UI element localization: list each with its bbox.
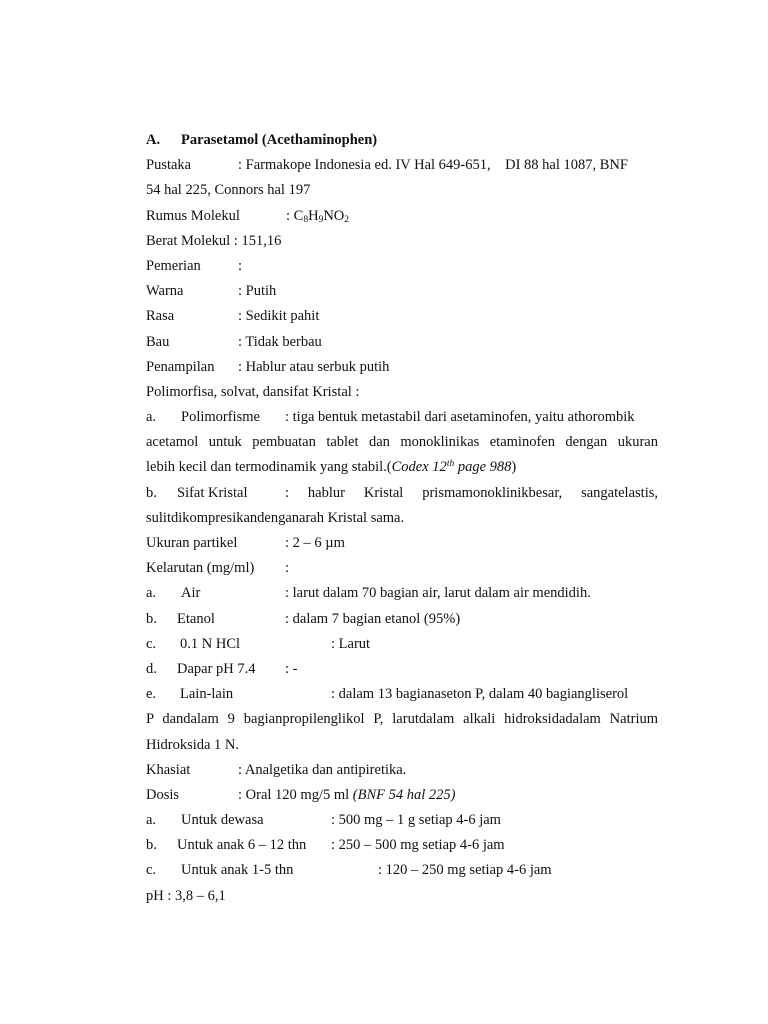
polimorfisme-value: : tiga bentuk metastabil dari asetaminofen, yaitu athorombik bbox=[285, 409, 635, 426]
bau-value: : Tidak berbau bbox=[238, 333, 322, 350]
bau-row bbox=[146, 330, 658, 355]
polimorfisme-reference-text: lebih kecil dan termodinamik yang stabil.(Codex 12th page 988) bbox=[146, 459, 517, 476]
kelarutan-item-label: 0.1 N HCl bbox=[180, 635, 241, 652]
pustaka-continuation bbox=[146, 178, 658, 203]
rasa-label: Rasa bbox=[146, 308, 175, 325]
warna-value: : Putih bbox=[238, 283, 277, 300]
ukuran-partikel-label: Ukuran partikel bbox=[146, 535, 238, 551]
kelarutan-lain-label: Lain-lain bbox=[180, 686, 234, 703]
dosis-item-letter: b. bbox=[146, 837, 157, 854]
document-page bbox=[146, 128, 658, 909]
kelarutan-item bbox=[146, 657, 658, 682]
warna-label: Warna bbox=[146, 283, 184, 300]
kelarutan-item-value: : dalam 7 bagian etanol (95%) bbox=[285, 610, 461, 627]
kelarutan-lain-row bbox=[146, 682, 658, 707]
polimorfisme-reference-row bbox=[146, 455, 658, 480]
pustaka-label: Pustaka bbox=[146, 157, 192, 174]
kelarutan-item-value: : larut dalam 70 bagian air, larut dalam air mendidih. bbox=[285, 585, 591, 602]
kelarutan-item-label: Etanol bbox=[177, 610, 215, 627]
berat-molekul-text: Berat Molekul : 151,16 bbox=[146, 232, 282, 249]
kelarutan-lain-end-row bbox=[146, 733, 658, 758]
khasiat-label: Khasiat bbox=[146, 761, 191, 778]
kelarutan-lain-value: : dalam 13 bagianaseton P, dalam 40 bagiangliserol bbox=[331, 686, 629, 703]
dosis-item-value: : 250 – 500 mg setiap 4-6 jam bbox=[331, 837, 505, 854]
khasiat-row bbox=[146, 758, 658, 783]
sifat-kristal-letter: b. bbox=[146, 484, 157, 501]
penampilan-label: Penampilan bbox=[146, 358, 215, 375]
penampilan-value: : Hablur atau serbuk putih bbox=[238, 358, 390, 375]
rasa-value: : Sedikit pahit bbox=[238, 308, 320, 325]
kelarutan-item bbox=[146, 607, 658, 632]
dosis-item bbox=[146, 808, 658, 833]
polimorfisme-row bbox=[146, 405, 658, 430]
dosis-item bbox=[146, 858, 658, 883]
pemerian-value: : bbox=[238, 257, 243, 274]
kelarutan-lain-continuation: P dandalam 9 bagianpropilenglikol P, larutdalam alkali hidroksidadalam Natrium bbox=[146, 711, 658, 728]
ukuran-partikel-value: : 2 – 6 µm bbox=[285, 535, 345, 551]
dosis-item-letter: c. bbox=[146, 862, 157, 879]
dosis-row bbox=[146, 783, 658, 808]
polimorfisme-continuation: acetamol untuk pembuatan tablet dan monoklinikas etaminofen dengan ukuran bbox=[146, 434, 658, 451]
dosis-item-letter: a. bbox=[146, 812, 157, 829]
dosis-item-label: Untuk anak 1-5 thn bbox=[181, 862, 294, 879]
dosis-label: Dosis bbox=[146, 786, 180, 803]
section-heading bbox=[146, 128, 658, 153]
kelarutan-item-label: Air bbox=[181, 585, 201, 602]
rumus-molekul-row bbox=[146, 204, 658, 229]
dosis-value: : Oral 120 mg/5 ml (BNF 54 hal 225) bbox=[238, 786, 456, 803]
pustaka-row bbox=[146, 153, 658, 178]
khasiat-value: : Analgetika dan antipiretika. bbox=[238, 761, 407, 778]
kelarutan-item-letter: d. bbox=[146, 660, 157, 677]
sifat-kristal-row bbox=[146, 481, 658, 506]
sifat-kristal-label: Sifat Kristal bbox=[177, 484, 248, 501]
ph-text: pH : 3,8 – 6,1 bbox=[146, 887, 226, 904]
rumus-molekul-label: Rumus Molekul bbox=[146, 207, 240, 224]
section-title: Parasetamol (Acethaminophen) bbox=[181, 132, 378, 148]
polimorfisme-label: Polimorfisme bbox=[181, 409, 260, 426]
sifat-kristal-value-continued: sulitdikompresikandenganarah Kristal sama. bbox=[146, 509, 405, 526]
kelarutan-item-label: Dapar pH 7.4 bbox=[177, 660, 256, 677]
polimorfisa-heading: Polimorfisa, solvat, dansifat Kristal : bbox=[146, 383, 360, 400]
pemerian-label: Pemerian bbox=[146, 257, 201, 274]
dosis-item-value: : 500 mg – 1 g setiap 4-6 jam bbox=[331, 812, 501, 829]
pemerian-row bbox=[146, 254, 658, 279]
rasa-row bbox=[146, 304, 658, 329]
sifat-kristal-continuation bbox=[146, 506, 658, 531]
kelarutan-item-letter: b. bbox=[146, 610, 157, 627]
kelarutan-value: : bbox=[285, 560, 290, 577]
sifat-kristal-value: : hablur Kristal prismamonoklinikbesar, sangatelastis, bbox=[285, 484, 658, 501]
dosis-reference: (BNF 54 hal 225) bbox=[352, 786, 456, 803]
kelarutan-item bbox=[146, 581, 658, 606]
kelarutan-item-letter: a. bbox=[146, 585, 157, 602]
bau-label: Bau bbox=[146, 333, 170, 350]
molecular-formula: : $C_8H_9NO_2$ bbox=[286, 207, 350, 225]
kelarutan-row bbox=[146, 556, 658, 581]
warna-row bbox=[146, 279, 658, 304]
pustaka-value-continued: 54 hal 225, Connors hal 197 bbox=[146, 182, 311, 199]
kelarutan-item-value: : - bbox=[285, 660, 298, 677]
dosis-item-value: : 120 – 250 mg setiap 4-6 jam bbox=[378, 862, 552, 879]
dosis-item-label: Untuk dewasa bbox=[181, 812, 264, 829]
polimorfisme-letter: a. bbox=[146, 409, 157, 426]
kelarutan-item-letter: c. bbox=[146, 635, 157, 652]
pustaka-value: : Farmakope Indonesia ed. IV Hal 649-651, DI 88 hal 1087, BNF bbox=[238, 157, 628, 174]
dosis-item bbox=[146, 833, 658, 858]
section-letter: A. bbox=[146, 132, 161, 148]
kelarutan-item-value: : Larut bbox=[331, 635, 371, 652]
polimorfisa-heading-row bbox=[146, 380, 658, 405]
ukuran-partikel-row bbox=[146, 531, 658, 556]
kelarutan-lain-end: Hidroksida 1 N. bbox=[146, 736, 240, 753]
kelarutan-lain-letter: e. bbox=[146, 686, 157, 703]
kelarutan-label: Kelarutan (mg/ml) bbox=[146, 560, 255, 577]
kelarutan-item bbox=[146, 632, 658, 657]
penampilan-row bbox=[146, 355, 658, 380]
berat-molekul-row bbox=[146, 229, 658, 254]
ph-row bbox=[146, 884, 658, 909]
dosis-item-label: Untuk anak 6 – 12 thn bbox=[177, 837, 307, 854]
